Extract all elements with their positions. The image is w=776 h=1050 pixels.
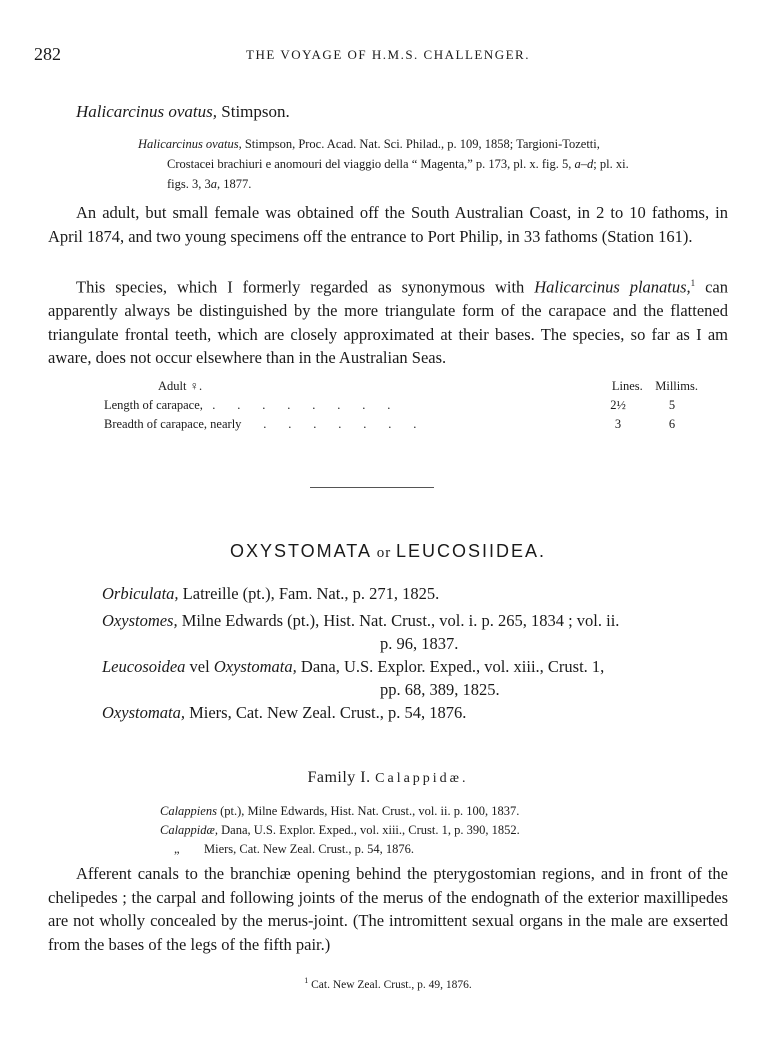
measurement-table — [104, 377, 704, 434]
paragraph-2-part-1: This species, which I formerly regarded as synonymous with — [76, 277, 535, 297]
ref-line-2-italic: a–d — [574, 157, 594, 171]
measurement-lines: 2½ — [610, 398, 626, 412]
ref-line-3-start: figs. 3, 3 — [167, 177, 211, 191]
species-reference-line-1 — [138, 134, 738, 154]
ditto-mark: „ — [174, 842, 180, 856]
paragraph-2-part-2: can apparently always be distinguished by the more triangulate form of the carapace and the flattened triangulate frontal teeth, which are closely approximated at their bases. The species, so far as I am aware, does not occur elsewhere than in the Australian Seas. — [48, 277, 728, 367]
page-number: 282 — [34, 44, 61, 64]
measurement-millims: 5 — [668, 398, 676, 412]
synonym-text: Dana, U.S. Explor. Exped., vol. xiii., Crust. 1, — [296, 657, 605, 676]
measurement-lines: 3 — [614, 417, 622, 431]
paragraph-2-species: Halicarcinus planatus, — [534, 277, 691, 297]
family-ref-text: (pt.), Milne Edwards, Hist. Nat. Crust., vol. ii. p. 100, 1837. — [216, 804, 520, 818]
measurement-row-label — [104, 396, 594, 415]
measurement-col-lines: Lines. — [611, 379, 643, 393]
synonym-entry — [102, 582, 726, 605]
family-heading — [0, 769, 776, 787]
family-prefix: Family I. — [307, 769, 376, 786]
section-title-b: LEUCOSIIDEA. — [395, 541, 547, 561]
family-reference — [160, 821, 520, 841]
paragraph-specimens: An adult, but small female was obtained off the South Australian Coast, in 2 to 10 fathoms, in April 1874, and two young specimens off the entrance to Port Philip, in 33 fathoms (Station 161). — [48, 203, 728, 246]
species-author: Stimpson. — [217, 102, 290, 121]
species-reference-line-2 — [138, 154, 738, 174]
family-ref-text: Dana, U.S. Explor. Exped., vol. xiii., Crust. 1, p. 390, 1852. — [218, 823, 520, 837]
species-heading — [76, 102, 290, 122]
synonym-name: Orbiculata, — [102, 584, 179, 603]
measurement-leader-dots: . . . . . . . . — [202, 398, 391, 412]
measurement-header-row — [104, 377, 704, 396]
synonym-name-2: Oxystomata, — [213, 657, 297, 676]
synonym-continuation: p. 96, 1837. — [380, 634, 459, 653]
species-reference-line-3 — [138, 174, 738, 194]
ref-line-1-text: Stimpson, Proc. Acad. Nat. Sci. Philad., p. 109, 1858; Targioni-Tozetti, — [241, 137, 600, 151]
synonym-text: Latreille (pt.), Fam. Nat., p. 271, 1825. — [178, 584, 440, 603]
synonym-entry — [102, 701, 726, 724]
synonym-entry — [102, 655, 726, 701]
synonym-entry — [102, 609, 726, 655]
section-title-a: OXYSTOMATA — [229, 541, 372, 561]
family-ref-name: Calappidæ, — [160, 823, 218, 837]
synonym-continuation: pp. 68, 389, 1825. — [380, 680, 500, 699]
measurement-label: Length of carapace, — [104, 398, 203, 412]
measurement-millims: 6 — [668, 417, 676, 431]
measurement-row — [104, 396, 704, 415]
running-title: THE VOYAGE OF H.M.S. CHALLENGER. — [246, 47, 530, 62]
measurement-row-label — [104, 415, 594, 434]
family-name: Calappidæ. — [375, 771, 469, 786]
measurement-label: Breadth of carapace, nearly — [104, 417, 242, 431]
ref-species-name: Halicarcinus ovatus, — [138, 137, 242, 151]
family-ref-name: Calappiens — [160, 804, 217, 818]
paragraph-family-description: Afferent canals to the branchiæ opening behind the pterygostomian regions, and in front of the chelipedes ; the carpal and following joints of the merus of the endognath of the exterior maxillipedes are not wholly concealed by the merus-joint. (The intromittent sexual organs in the male are exserted from the bases of the legs of the fifth pair.) — [48, 864, 728, 954]
synonym-name: Leucosoidea — [102, 657, 186, 676]
synonym-connector: vel — [185, 657, 214, 676]
synonym-text: Miers, Cat. New Zeal. Crust., p. 54, 1876. — [184, 703, 467, 722]
footnote-number: 1 — [304, 976, 309, 985]
footnote — [0, 976, 776, 991]
synonym-text: Milne Edwards (pt.), Hist. Nat. Crust., vol. i. p. 265, 1834 ; vol. ii. — [177, 611, 620, 630]
footnote-text: Cat. New Zeal. Crust., p. 49, 1876. — [308, 978, 472, 991]
measurement-header-label: Adult ♀. — [158, 379, 203, 393]
ref-line-2-text: Crostacei brachiuri e anomouri del viaggio della “ Magenta,” p. 173, pl. x. fig. 5, — [167, 157, 575, 171]
family-reference — [174, 840, 414, 860]
species-name: Halicarcinus ovatus, — [76, 102, 218, 121]
section-title — [0, 541, 776, 562]
ref-line-3-italic: a — [210, 177, 217, 191]
footnote-marker: 1 — [690, 278, 696, 288]
measurement-leader-dots: . . . . . . . — [241, 417, 417, 431]
ref-line-2-end: ; pl. xi. — [593, 157, 629, 171]
ref-line-3-end: , 1877. — [217, 177, 252, 191]
family-reference — [160, 802, 519, 822]
measurement-col-millims: Millims. — [655, 379, 698, 393]
synonym-name: Oxystomata, — [102, 703, 185, 722]
section-title-or: or — [371, 545, 396, 561]
section-divider — [310, 487, 434, 488]
measurement-row — [104, 415, 704, 434]
family-ref-text: Miers, Cat. New Zeal. Crust., p. 54, 1876. — [204, 842, 415, 856]
paragraph-distinction — [48, 272, 728, 370]
synonym-name: Oxystomes, — [102, 611, 178, 630]
species-reference — [138, 134, 738, 194]
